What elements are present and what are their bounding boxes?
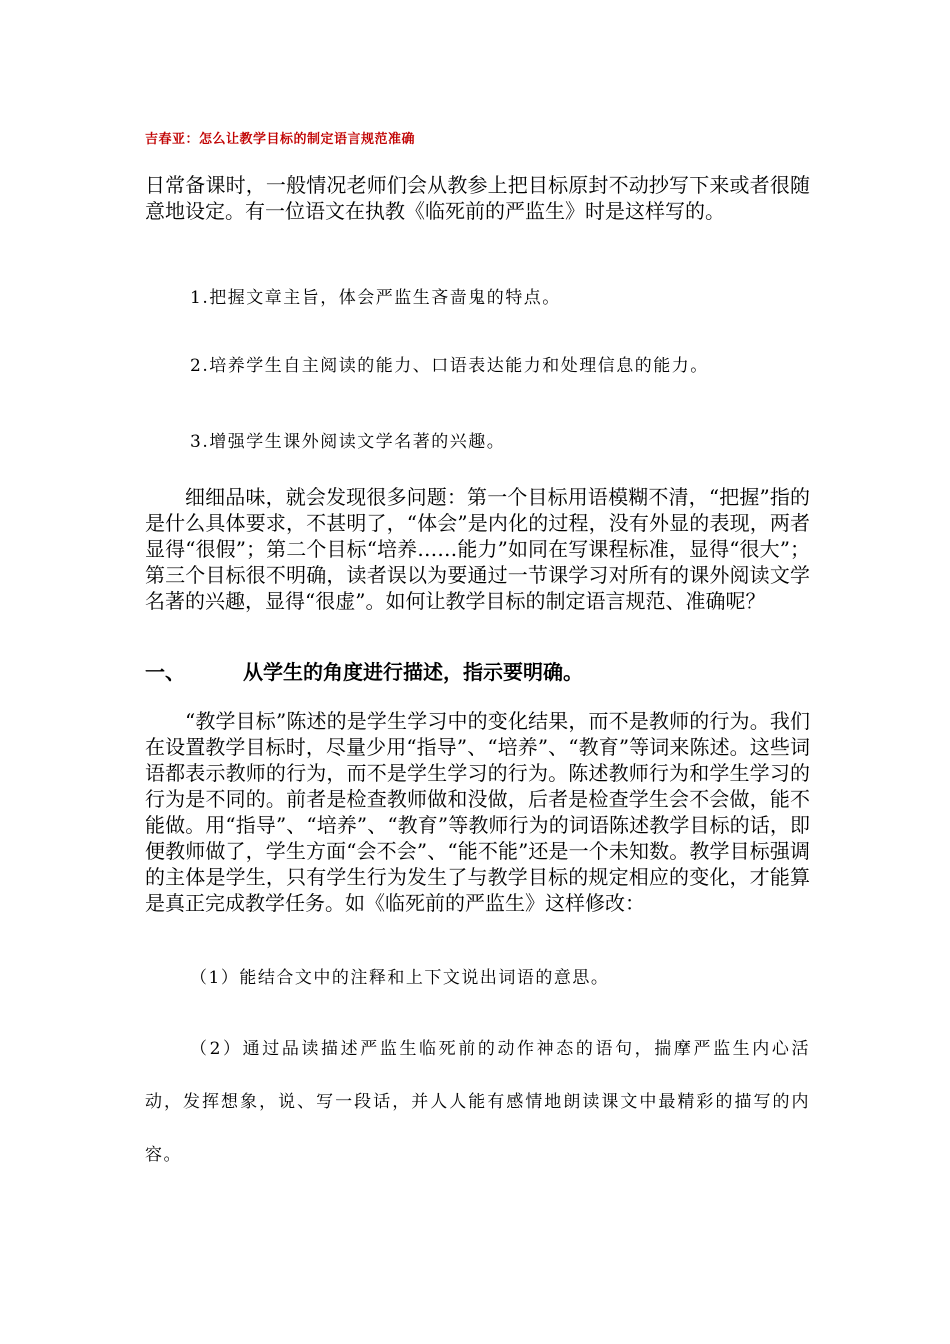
section-body-paragraph: “教学目标”陈述的是学生学习中的变化结果，而不是教师的行为。我们在设置教学目标时，尽量少用“指导”、“培养”、“教育”等词来陈述。这些词语都表示教师的行为，而不是学生学习的行为。陈述教师行为和学生学习的行为是不同的。前者是检查教师做和没做，后者是检查学生会不会做，能不能做。用“指导”、“培养”、“教育”等教师行为的词语陈述教学目标的话，即便教师做了，学生方面“会不会”、“能不能”还是一个未知数。教学目标强调的主体是学生，只有学生行为发生了与教学目标的规定相应的变化，才能算是真正完成教学任务。如《临死前的严监生》这样修改： — [145, 709, 810, 915]
goal-item-1: 1.把握文章主旨，体会严监生吝啬鬼的特点。 — [190, 288, 561, 308]
document-title: 吉春亚：怎么让教学目标的制定语言规范准确 — [145, 132, 416, 147]
intro-paragraph: 日常备课时，一般情况老师们会从教参上把目标原封不动抄写下来或者很随意地设定。有一位语文在执教《临死前的严监生》时是这样写的。 — [145, 173, 810, 223]
goal-item-3: 3.增强学生课外阅读文学名著的兴趣。 — [190, 432, 506, 452]
goal-item-2: 2.培养学生自主阅读的能力、口语表达能力和处理信息的能力。 — [190, 356, 709, 376]
section-title: 从学生的角度进行描述，指示要明确。 — [243, 660, 583, 684]
section-number: 一、 — [145, 660, 185, 684]
analysis-paragraph: 细细品味，就会发现很多问题：第一个目标用语模糊不清，“把握”指的是什么具体要求，不甚明了，“体会”是内化的过程，没有外显的表现，两者显得“很假”；第二个目标“培养……能力”如同在写课程标准，显得“很大”；第三个目标很不明确，读者误以为要通过一节课学习对所有的课外阅读文学名著的兴趣，显得“很虚”。如何让教学目标的制定语言规范、准确呢？ — [145, 485, 810, 613]
revised-goal-2: （2）通过品读描述严监生临死前的动作神态的语句，揣摩严监生内心活动，发挥想象，说、写一段话，并人人能有感情地朗读课文中最精彩的描写的内容。 — [145, 1039, 810, 1165]
revised-goal-1: （1）能结合文中的注释和上下文说出词语的意思。 — [190, 968, 610, 988]
